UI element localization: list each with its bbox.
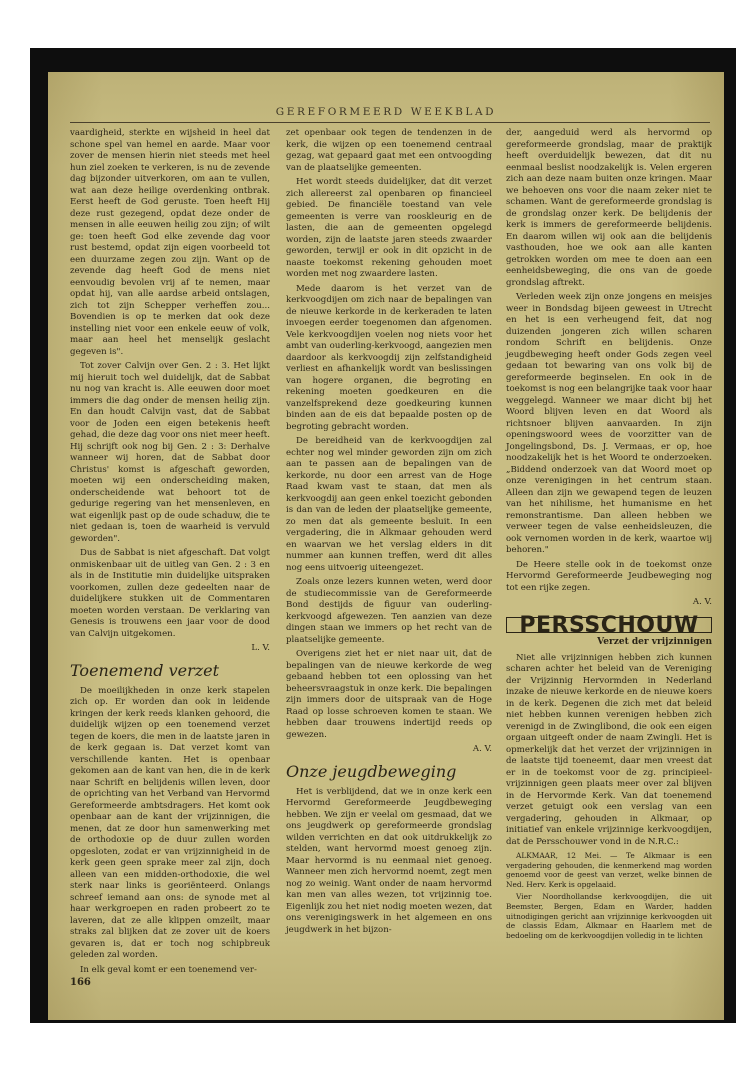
- paragraph: der, aangeduid werd als hervormd op gereformeerde grondslag, maar de praktijk heeft overduidelijk bewezen, dat dit nu eenmaal beslist noodzakelijk is. Velen ergeren zich aan deze naam buiten onze kringen. Maar we behoeven ons voor die naam zeker niet te schamen. Want de gereformeerde grondslag is de grondslag onzer kerk. De belijdenis der kerk is immers de gereformeerde belijdenis. En daarom willen wij ook aan die belijdenis vasthouden, hoe we ook aan alle kanten getrokken worden om mee te doen aan een eenheidsbeweging, die ons van de goede grondslag aftrekt.: [506, 128, 712, 288]
- quoted-paragraph: Vier Noordhollandse kerkvoogdijen, die uit Beemster, Bergen, Edam en Warder, hadden uitnodigingen gericht aan vrijzinnige kerkvoogden uit de classis Edam, Alkmaar en Haarlem met de bedoeling om de kerkvoogdijen volledig in te lichten: [506, 892, 712, 940]
- quoted-paragraph: ALKMAAR, 12 Mei. — Te Alkmaar is een vergadering gehouden, die kenmerkend mag worden genoemd voor de geest van verzet, welke binnen de Ned. Herv. Kerk is opgelaaid.: [506, 851, 712, 889]
- paragraph: De bereidheid van de kerkvoogdijen zal echter nog wel minder geworden zijn om zich aan te passen aan de bepalingen van de kerkorde, nu door een arrest van de Hoge Raad kwam vast te staan, dat men als kerkvoogdij aan geen enkel toezicht gebonden is dan van de leden der plaatselijke gemeente, zo men dat als gemeente besluit. In een vergadering, die in Alkmaar gehouden werd en waarvan we het verslag elders in dit nummer aan kunnen treffen, werd dit alles nog eens uitvoerig uiteengezet.: [286, 436, 492, 573]
- signature: L. V.: [251, 643, 270, 653]
- signature: A. V.: [692, 597, 712, 607]
- subheading-verzet-der-vrijzinnigen: Verzet der vrijzinnigen: [597, 637, 712, 647]
- masthead: GEREFORMEERD WEEKBLAD: [275, 106, 497, 118]
- paragraph: Tot zover Calvijn over Gen. 2 : 3. Het lijkt mij hieruit toch wel duidelijk, dat de Sabbat nu nog van kracht is. Alle eeuwen door moet immers die dag onder de mensen heilig zijn. En dan houdt Calvijn vast, dat de Sabbat voor de Joden een eigen betekenis heeft gehad, die deze dag voor ons niet meer heeft. Hij schrijft ook nog bij Gen. 2 : 3: Derhalve wanneer wij horen, dat de Sabbat door Christus' komst is afgeschaft geworden, moeten wij een onderscheiding maken, onderscheidende wat behoort tot de gedurige regering van het mensenleven, en wat eigenlijk past op de oude schaduw, die te niet gedaan is, toen de waarheid is vervuld geworden".: [70, 361, 270, 544]
- paragraph: Overigens ziet het er niet naar uit, dat de bepalingen van de nieuwe kerkorde de weg gebaand hebben tot een oplossing van het beheersvraagstuk in onze kerk. Die bepalingen zijn immers door de uitspraak van de Hoge Raad op losse schroeven komen te staan. We hebben daar trouwens indertijd reeds op gewezen.: [286, 649, 492, 740]
- paragraph: zet openbaar ook tegen de tendenzen in de kerk, die wijzen op een toenemend centraal gezag, wat gepaard gaat met een ontvoogding van de plaatselijke gemeenten.: [286, 128, 492, 173]
- paragraph: Verleden week zijn onze jongens en meisjes weer in Bondsdag bijeen geweest in Utrecht en het is een verheugend feit, dat nog duizenden jongeren zich willen scharen rondom Schrift en belijdenis. Onze jeugdbeweging heeft onder Gods zegen veel gedaan tot bewaring van ons volk bij de gereformeerde beginselen. En ook in de toekomst is nog een belangrijke taak voor haar weggelegd. Wanneer we maar dicht bij het Woord blijven leven en dat Woord als richtsnoer blijven aanvaarden. In zijn openingswoord wees de voorzitter van de Jongelingsbond, Ds. J. Vermaas, er op, hoe noodzakelijk het is het Woord te onderzoeken. „Biddend onderzoek van dat Woord moet op onze verenigingen in het centrum staan. Alleen dan zijn we gewapend tegen de leuzen van het nihilisme, het humanisme en het remonstrantisme. Dan alleen hebben we verweer tegen de valse eenheidsleuzen, die ook vernomen worden in de kerk, waartoe wij behoren.": [506, 292, 712, 555]
- paragraph: Mede daarom is het verzet van de kerkvoogdijen om zich naar de bepalingen van de nieuwe kerkorde in de kerkeraden te laten invoegen eerder toegenomen dan afgenomen. Vele kerkvoogdijen voelen nog niets voor het ambt van ouderling-kerkvoogd, aangezien men daardoor als kerkvoogdij zijn zelfstandigheid verliest en afhankelijk wordt van beslissingen van hogere organen, die begroting en rekening moeten goedkeuren en die vanzelfsprekend deze goedkeuring kunnen binden aan de eis dat bepaalde posten op de begroting gebracht worden.: [286, 283, 492, 432]
- paragraph: De moeilijkheden in onze kerk stapelen zich op. Er worden dan ook in leidende kringen der kerk reeds klanken gehoord, die duidelijk wijzen op een toenemend verzet tegen de koers, die men in de laatste jaren in de kerk gegaan is. Dat verzet komt van verschillende kanten. Het is openbaar gekomen aan de kant van hen, die in de kerk naar Schrift en belijdenis willen leven, door de oprichting van het Verband van Hervormd Gereformeerde ambtsdragers. Het komt ook openbaar aan de kant der vrijzinnigen, die menen, dat ze door hun samenwerking met de orthodoxie op de duur zullen worden opgesloten, zodat er van vrijzinnigheid in de kerk geen geen sprake meer zal zijn, doch alleen van een midden-orthodoxie, die wel sterk naar links is georiënteerd. Onlangs schreef iemand aan ons: de synode met al haar werkgroepen en raden probeert zo te laveren, dat ze alle klippen omzeilt, maar straks zal blijken dat ze zover uit de koers gevaren is, dat er toch nog schipbreuk geleden zal worden.: [70, 685, 270, 960]
- paragraph: In elk geval komt er een toenemend ver-: [80, 964, 257, 975]
- masthead-rule: [70, 122, 710, 123]
- paragraph: De Heere stelle ook in de toekomst onze Hervormd Gereformeerde Jeudbeweging nog tot een rijke zegen.: [506, 559, 712, 593]
- paragraph: Dus de Sabbat is niet afgeschaft. Dat volgt onmiskenbaar uit de uitleg van Gen. 2 : 3 en als in de Institutie min duidelijke uitspraken voorkomen, zullen deze gedeelten naar de duidelijkere stukken uit de Commentaren moeten worden verstaan. De verklaring van Genesis is trouwens een jaar voor de dood van Calvijn uitgekomen.: [70, 548, 270, 639]
- section-title-toenemend-verzet: Toenemend verzet: [70, 660, 220, 680]
- column-2: [286, 128, 492, 939]
- paragraph: Niet alle vrijzinnigen hebben zich kunnen scharen achter het beleid van de Vereniging der Vrijzinnig Hervormden in Nederland inzake de nieuwe kerkorde en de nieuwe koers in de kerk. Degenen die zich met dat beleid niet hebben kunnen verenigen hebben zich verenigd in de Zwinglibond, die ook een eigen orgaan uitgeeft onder de naam Zwingli. Het is opmerkelijk dat het verzet der vrijzinnigen in de laatste tijd toeneemt, daar men vreest dat er in de toekomst voor de zg. principieel-vrijzinnigen geen plaats meer over zal blijven in de Hervormde Kerk. Van dat toenemend verzet getuigt ook een verslag van een vergadering, gehouden in Alkmaar, op initiatief van enkele vrijzinnige kerkvoogdijen, dat de Persschouwer vond in de N.R.C.:: [506, 652, 712, 847]
- persschouw-heading: PERSSCHOUW: [506, 617, 712, 634]
- paragraph: vaardigheid, sterkte en wijsheid in heel dat schone spel van hemel en aarde. Maar voor zover de mensen hierin niet steeds met heel hun ziel zoeken te verkeren, is nu de zevende dag bijzonder uitverkoren, om aan te vullen, wat aan deze heilige overdenking ontbrak. Eerst heeft de God geruste. Toen heeft Hij deze rust gezegend, opdat deze onder de mensen in alle eeuwen heilig zou zijn; of wilt ge: toen heeft God elke zevende dag voor rust bestemd, opdat zijn eigen voorbeeld tot een duurzame zegen zou zijn. Want op de zevende dag heeft God de mens niet eenvoudig bevolen vrij af te nemen, maar opdat hij, van alle aardse arbeid ontslagen, zich tot zijn Schepper verheffen zou... Bovendien is op te merken dat ook deze instelling niet voor een enkele eeuw of volk, maar aan heel het menselijk geslacht gegeven is".: [70, 128, 270, 357]
- newspaper-page: [48, 72, 724, 1020]
- column-1: [70, 128, 270, 979]
- paragraph: Zoals onze lezers kunnen weten, werd door de studiecommissie van de Gereformeerde Bond destijds de figuur van ouderling-kerkvoogd afgewezen. Ten aanzien van deze dingen staan we immers op het recht van de plaatselijke gemeente.: [286, 577, 492, 645]
- signature: A. V.: [472, 744, 492, 754]
- column-3: [506, 128, 712, 943]
- page-number: 166: [70, 977, 91, 988]
- section-title-onze-jeugdbeweging: Onze jeugdbeweging: [286, 761, 457, 781]
- paragraph: Het wordt steeds duidelijker, dat dit verzet zich allereerst zal openbaren op financieel gebied. De financiële toestand van vele gemeenten is verre van rooskleurig en de lasten, die aan de gemeenten opgelegd worden, zijn de laatste jaren steeds zwaarder geworden, terwijl er ook in dit opzicht in de naaste toekomst rekening gehouden moet worden met nog zwaardere lasten.: [286, 177, 492, 279]
- paragraph: Het is verblijdend, dat we in onze kerk een Hervormd Gereformeerde Jeugdbeweging hebben. We zijn er veelal om gesmaad, dat we ons jeugdwerk op gereformeerde grondslag wilden verrichten en dat ook uitdrukkelijk zo stelden, want hervormd moest genoeg zijn. Maar hervormd is nu eenmaal niet genoeg. Wanneer men zich hervormd noemt, zegt men nog zo weinig. Want onder de naam hervormd kan men van alles wezen, tot vrijzinnig toe. Eigenlijk zou het niet nodig moeten wezen, dat ons verenigingswerk in het algemeen en ons jeugdwerk in het bijzon-: [286, 786, 492, 935]
